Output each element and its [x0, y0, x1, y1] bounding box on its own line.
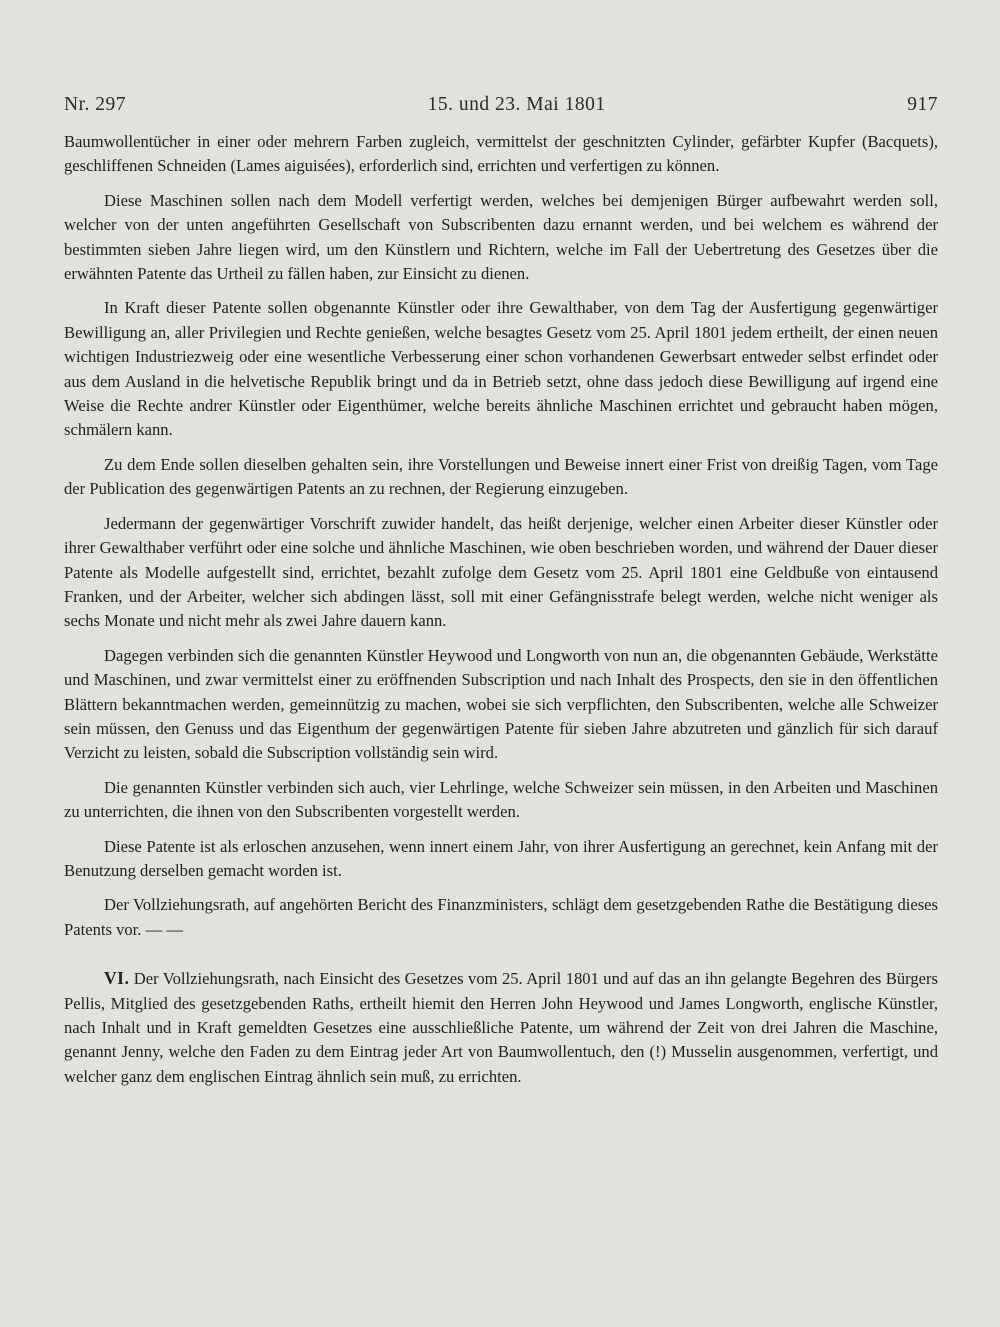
paragraph: Diese Maschinen sollen nach dem Modell verfertigt werden, welches bei demjenigen Bürger aufbewahrt werden soll, welcher von der unten angeführten Gesellschaft von Subscribenten dazu ernannt werden, und bei welchem es während der bestimmten sieben Jahre liegen wird, um den Künstlern und Richtern, welche im Fall der Uebertretung des Gesetzes über die erwähnten Patente das Urtheil zu fällen haben, zur Einsicht zu dienen. — [64, 190, 938, 284]
body-text — [64, 130, 938, 1089]
paragraph: Diese Patente ist als erloschen anzusehen, wenn innert einem Jahr, von ihrer Ausfertigung an gerechnet, kein Anfang mit der Benutzung derselben gemacht worden ist. — [64, 836, 938, 880]
section-text: Der Vollziehungsrath, nach Einsicht des Gesetzes vom 25. April 1801 und auf das an ihn gelangte Begehren des Bürgers Pellis, Mitglied des gesetzgebenden Raths, ertheilt hiemit den Herren John Heywood und James Longworth, englische Künstler, nach Inhalt und in Kraft gemeldten Gesetzes eine ausschließliche Patente, um während der Zeit von drei Jahren die Maschine, genannt Jenny, welche den Faden zu dem Eintrag jeder Art von Baumwollentuch, den (!) Musselin ausgenommen, verfertigt, und welcher ganz dem englischen Eintrag ähnlich sein muß, zu errichten. — [64, 969, 938, 1086]
page-number: 917 — [907, 94, 938, 115]
document-number: Nr. 297 — [64, 94, 126, 115]
page-header — [64, 94, 938, 116]
section-label: VI. — [104, 968, 130, 989]
paragraph: Die genannten Künstler verbinden sich auch, vier Lehrlinge, welche Schweizer sein müssen, in den Arbeiten und Maschinen zu unterrichten, die ihnen von den Subscribenten vorgestellt werden. — [64, 777, 938, 822]
paragraph: Baumwollentücher in einer oder mehrern Farben zugleich, vermittelst der geschnitzten Cylinder, gefärbter Kupfer (Bacquets), geschliffenen Schneiden (Lames aiguisées), erforderlich sind, errichten und verfertigen zu können. — [64, 132, 938, 176]
document-date: 15. und 23. Mai 1801 — [427, 94, 606, 115]
section-paragraph — [64, 966, 938, 1089]
paragraph: Der Vollziehungsrath, auf angehörten Bericht des Finanzministers, schlägt dem gesetzgebenden Rathe die Bestätigung dieses Patents vor. — — — [64, 895, 938, 939]
paragraph: Jedermann der gegenwärtiger Vorschrift zuwider handelt, das heißt derjenige, welcher einen Arbeiter dieser Künstler oder ihrer Gewalthaber verführt oder eine solche und ähnliche Maschinen, wie oben beschrieben worden, und während der Dauer dieser Patente als Modelle aufgestellt sind, errichtet, bezahlt zufolge dem Gesetz vom 25. April 1801 eine Geldbuße von eintausend Franken, und der Arbeiter, welcher sich abdingen lässt, soll mit einer Gefängnisstrafe belegt werden, welche nicht weniger als sechs Monate und nicht mehr als zwei Jahre dauern kann. — [64, 513, 938, 631]
paragraph: Dagegen verbinden sich die genannten Künstler Heywood und Longworth von nun an, die obgenannten Gebäude, Werkstätte und Maschinen, und zwar vermittelst einer zu eröffnenden Subscription und nach Inhalt des Prospects, den sie in den öffentlichen Blättern bekanntmachen werden, gemeinnützig zu machen, wobei sie sich verpflichten, den Subscribenten, welche alle Schweizer sein müssen, den Genuss und das Eigenthum der gegenwärtigen Patente für sieben Jahre abzutreten und gänzlich für sich darauf Verzicht zu leisten, sobald die Subscription vollständig sein wird. — [64, 645, 938, 763]
paragraph: In Kraft dieser Patente sollen obgenannte Künstler oder ihre Gewalthaber, von dem Tag der Ausfertigung gegenwärtiger Bewilligung an, aller Privilegien und Rechte genießen, welche besagtes Gesetz vom 25. April 1801 jedem ertheilt, der einen neuen wichtigen Industriezweig oder eine wesentliche Verbesserung einer schon vorhandenen Gewerbsart entweder selbst erfindet oder aus dem Ausland in die helvetische Republik bringt und da in Betrieb setzt, ohne dass jedoch diese Bewilligung auf irgend eine Weise die Rechte andrer Künstler oder Eigenthümer, welche bereits ähnliche Maschinen errichtet und gebraucht haben mögen, schmälern kann. — [64, 298, 938, 440]
paragraph: Zu dem Ende sollen dieselben gehalten sein, ihre Vorstellungen und Beweise innert einer Frist von dreißig Tagen, vom Tage der Publication des gegenwärtigen Patents an zu rechnen, der Regierung einzugeben. — [64, 454, 938, 499]
